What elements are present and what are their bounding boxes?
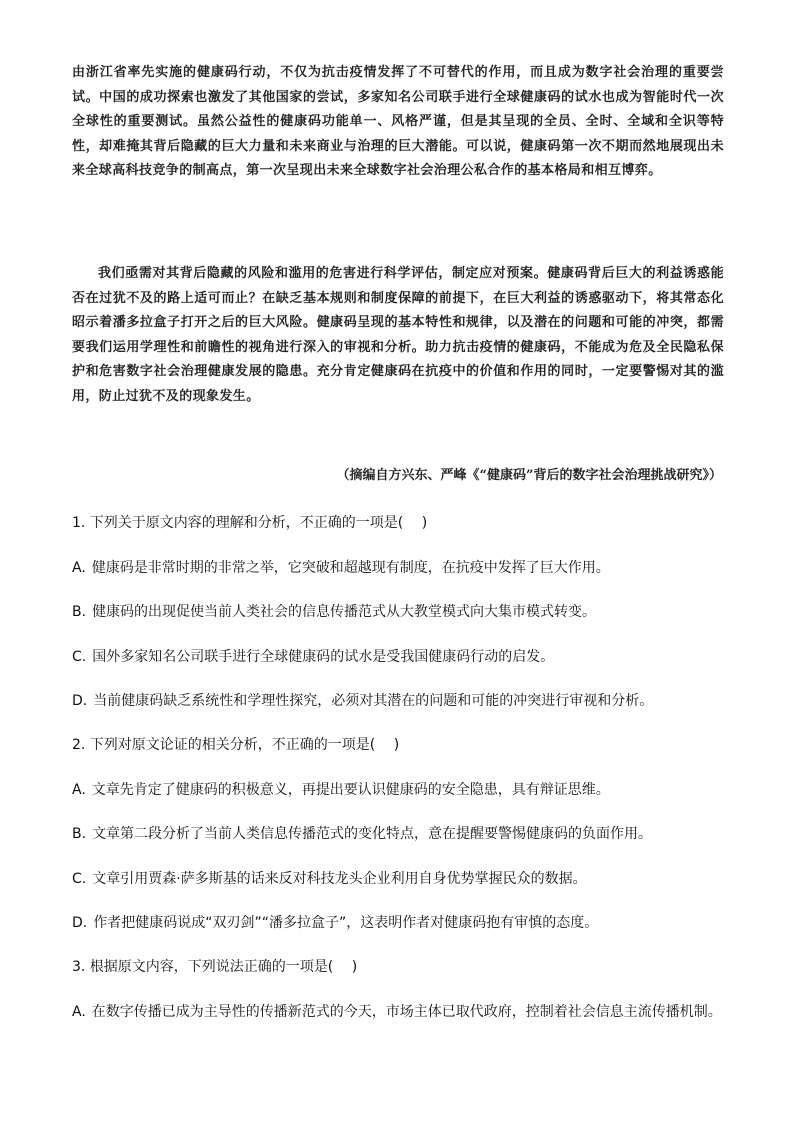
option-label: D. — [72, 915, 88, 931]
option-label: B. — [72, 826, 87, 842]
option-text: 作者把健康码说成“双刃剑”“潘多拉盒子”，这表明作者对健康码抱有审慎的态度。 — [93, 915, 599, 931]
question-1-option-c — [72, 646, 732, 668]
passage-paragraph-2: 我们亟需对其背后隐藏的风险和滥用的危害进行科学评估，制定应对预案。健康码背后巨大的利益诱惑能否在过犹不及的路上适可而止？在缺乏基本规则和制度保障的前提下，在巨大利益的诱惑驱动下，将其常态化昭示着潘多拉盒子打开之后的巨大风险。健康码呈现的基本特性和规律，以及潜在的问题和可能的冲突，都需要我们运用学理性和前瞻性的视角进行深入的审视和分析。助力抗击疫情的健康码，不能成为危及全民隐私保护和危害数字社会治理健康发展的隐患。充分肯定健康码在抗疫中的价值和作用的同时，一定要警惕对其的滥用，防止过犹不及的现象发生。 — [72, 266, 724, 404]
option-text: 当前健康码缺乏系统性和学理性探究，必须对其潜在的问题和可能的冲突进行审视和分析。 — [93, 693, 654, 709]
question-2-option-d — [72, 912, 732, 934]
option-label: C. — [72, 649, 87, 665]
question-2-option-a — [72, 779, 732, 801]
option-text: 在数字传播已成为主导性的传播新范式的今天，市场主体已取代政府，控制着社会信息主流传播机制。 — [91, 1004, 722, 1020]
option-label: D. — [72, 693, 88, 709]
option-label: B. — [72, 604, 87, 620]
option-text: 文章引用贾森·萨多斯基的话来反对科技龙头企业利用自身优势掌握民众的数据。 — [92, 871, 587, 887]
option-label: A. — [72, 560, 86, 576]
question-3-stem: 3. 根据原文内容，下列说法正确的一项是( ) — [72, 959, 358, 975]
option-text: 国外多家知名公司联手进行全球健康码的试水是受我国健康码行动的启发。 — [92, 649, 555, 665]
question-2-option-c — [72, 868, 732, 890]
option-text: 文章第二段分析了当前人类信息传播范式的变化特点，意在提醒要警惕健康码的负面作用。 — [92, 826, 653, 842]
question-3-option-a — [72, 1001, 732, 1023]
option-label: A. — [72, 782, 86, 798]
option-text: 健康码是非常时期的非常之举，它突破和超越现有制度，在抗疫中发挥了巨大作用。 — [91, 560, 610, 576]
passage-source: （摘编自方兴东、严峰《“健康码”背后的数字社会治理挑战研究》） — [336, 468, 722, 483]
question-1-stem: 1. 下列关于原文内容的理解和分析，不正确的一项是( ) — [72, 515, 428, 531]
option-label: A. — [72, 1004, 86, 1020]
option-text: 文章先肯定了健康码的积极意义，再提出要认识健康码的安全隐患，具有辩证思维。 — [91, 782, 610, 798]
question-1-option-d — [72, 690, 732, 712]
question-2-stem: 2. 下列对原文论证的相关分析，不正确的一项是( ) — [72, 737, 400, 753]
question-1-option-b — [72, 601, 732, 623]
question-2-option-b — [72, 823, 732, 845]
option-label: C. — [72, 871, 87, 887]
passage-paragraph-1: 由浙江省率先实施的健康码行动，不仅为抗击疫情发挥了不可替代的作用，而且成为数字社会治理的重要尝试。中国的成功探索也激发了其他国家的尝试，多家知名公司联手进行全球健康码的试水也成为智能时代一次全球性的重要测试。虽然公益性的健康码功能单一、风格严谨，但是其呈现的全员、全时、全域和全识等特性，却难掩其背后隐藏的巨大力量和未来商业与治理的巨大潜能。可以说，健康码第一次不期而然地展现出未来全球高科技竞争的制高点，第一次呈现出未来全球数字社会治理公私合作的基本格局和相互博弈。 — [72, 65, 724, 178]
option-text: 健康码的出现促使当前人类社会的信息传播范式从大教堂模式向大集市模式转变。 — [92, 604, 597, 620]
question-1-option-a — [72, 557, 732, 579]
